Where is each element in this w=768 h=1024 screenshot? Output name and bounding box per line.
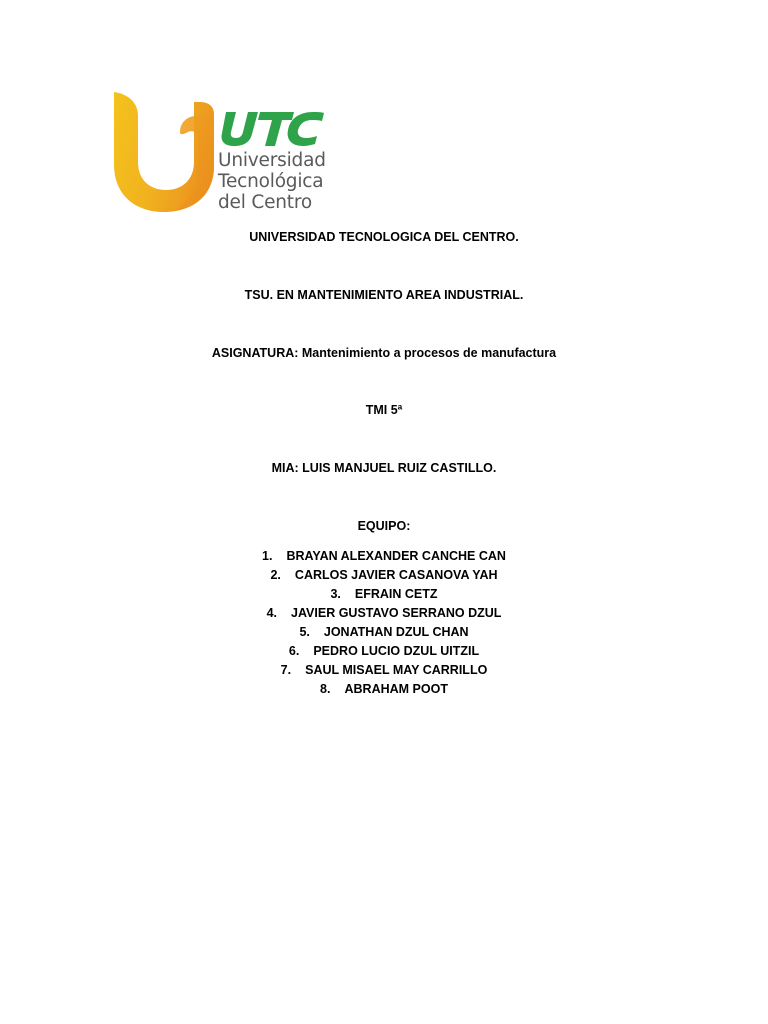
list-item-number: 5. — [299, 625, 310, 639]
list-item-number: 7. — [280, 663, 292, 677]
list-item-number: 6. — [288, 644, 300, 658]
list-item — [0, 661, 768, 680]
list-item — [0, 585, 768, 604]
list-item — [0, 623, 768, 642]
logo-line-del-centro: del Centro — [218, 192, 312, 213]
list-item-name: PEDRO LUCIO DZUL UITZIL — [313, 644, 480, 658]
list-item-name: CARLOS JAVIER CASANOVA YAH — [294, 568, 498, 582]
university-logo — [112, 92, 334, 216]
logo-line-tecnologica: Tecnológica — [218, 171, 324, 192]
list-item-name: JONATHAN DZUL CHAN — [323, 625, 469, 639]
list-item — [0, 642, 768, 661]
list-item-number: 2. — [270, 568, 281, 582]
team-list — [0, 547, 768, 699]
list-item — [0, 547, 768, 566]
list-item-name: ABRAHAM POOT — [344, 682, 448, 696]
list-item-name: JAVIER GUSTAVO SERRANO DZUL — [291, 606, 502, 620]
teacher-line: MIA: LUIS MANJUEL RUIZ CASTILLO. — [271, 461, 497, 475]
list-item — [0, 604, 768, 623]
list-item-number: 8. — [320, 682, 331, 696]
list-item-number: 1. — [262, 549, 273, 563]
team-heading: EQUIPO: — [357, 519, 411, 533]
logo-line-universidad: Universidad — [218, 150, 326, 171]
list-item-name: SAUL MISAEL MAY CARRILLO — [305, 663, 488, 677]
logo-wordmark — [218, 150, 326, 213]
group-line: TMI 5ª — [365, 403, 403, 417]
list-item — [0, 566, 768, 585]
list-item-number: 4. — [266, 606, 277, 620]
university-name: UNIVERSIDAD TECNOLOGICA DEL CENTRO. — [249, 230, 519, 244]
list-item-name: EFRAIN CETZ — [354, 587, 438, 601]
subject-line: ASIGNATURA: Mantenimiento a procesos de manufactura — [211, 346, 557, 360]
list-item — [0, 680, 768, 699]
utc-lettermark-icon — [220, 108, 330, 148]
list-item-number: 3. — [330, 587, 341, 601]
list-item-name: BRAYAN ALEXANDER CANCHE CAN — [286, 549, 506, 563]
program-name: TSU. EN MANTENIMIENTO AREA INDUSTRIAL. — [244, 288, 524, 302]
